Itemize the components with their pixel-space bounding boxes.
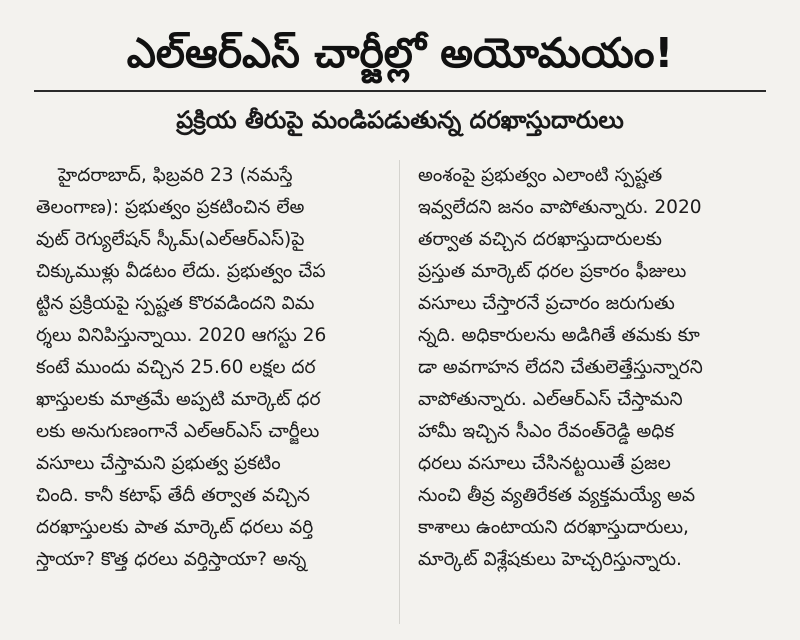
article-line: వుట్ రెగ్యులేషన్ స్కీమ్(ఎల్‌ఆర్‌ఎస్)పై [36,229,305,250]
article-line: న్నది. అధికారులను అడిగితే తమకు కూ [418,325,700,346]
article-line: హైదరాబాద్, ఫిబ్రవరి 23 (నమస్తే [58,165,293,186]
article-line: డా అవగాహన లేదని చేతులెత్తేస్తున్నారని [418,357,703,378]
article-line: ట్టిన ప్రక్రియపై స్పష్టత కొరవడిందని విమ [36,293,315,314]
article-line: ఖాస్తులకు మాత్రమే అప్పటి మార్కెట్ ధర [36,389,321,410]
article-line: హామీ ఇచ్చిన సీఎం రేవంత్‌రెడ్డి అధిక [418,421,675,442]
article-headline: ఎల్‌ఆర్‌ఎస్ చార్జీల్లో అయోమయం! [126,29,674,77]
article-column-right [418,160,764,576]
article-line: ర్శలు వినిపిస్తున్నాయి. 2020 ఆగస్టు 26 [36,325,327,346]
article-line: లకు అనుగుణంగానే ఎల్‌ఆర్‌ఎస్ చార్జీలు [36,421,320,442]
article-line: వసూలు చేస్తారనే ప్రచారం జరుగుతు [418,293,675,314]
article-line: కంటే ముందు వచ్చిన 25.60 లక్షల దర [36,357,316,378]
article-line: తర్వాత వచ్చిన దరఖాస్తుదారులకు [418,229,662,250]
article-line: వాపోతున్నారు. ఎల్‌ఆర్‌ఎస్ చేస్తామని [418,389,683,410]
article-line: స్తాయా? కొత్త ధరలు వర్తిస్తాయా? అన్న [36,549,307,570]
article-line: ధరలు వసూలు చేసినట్టయితే ప్రజల [418,453,671,474]
article-line: ప్రస్తుత మార్కెట్ ధరల ప్రకారం ఫీజులు [418,261,687,282]
article-line: అంశంపై ప్రభుత్వం ఎలాంటి స్పష్టత [418,165,663,186]
article-line: కాశాలు ఉంటాయని దరఖాస్తుదారులు, [418,517,689,538]
article-line: మార్కెట్ విశ్లేషకులు హెచ్చరిస్తున్నారు. [418,549,682,570]
article-line: నుంచి తీవ్ర వ్యతిరేకత వ్యక్తమయ్యే అవ [418,485,696,506]
article-line: ఇవ్వలేదని జనం వాపోతున్నారు. 2020 [418,197,702,218]
article-body [36,160,764,576]
article-line: చిక్కుముళ్లు వీడటం లేదు. ప్రభుత్వం చేప [36,261,326,282]
headline-rule [34,90,766,92]
article-subheadline: ప్రక్రియ తీరుపై మండిపడుతున్న దరఖాస్తుదారులు [176,106,624,134]
article-line: వసూలు చేస్తామని ప్రభుత్వ ప్రకటిం [36,453,281,474]
article-line: తెలంగాణ): ప్రభుత్వం ప్రకటించిన లేఅ [36,197,305,218]
article-line: చింది. కానీ కటాఫ్ తేదీ తర్వాత వచ్చిన [36,485,310,506]
article-line: దరఖాస్తులకు పాత మార్కెట్ ధరలు వర్తి [36,517,314,538]
article-column-left [36,160,382,576]
column-divider [399,160,400,624]
